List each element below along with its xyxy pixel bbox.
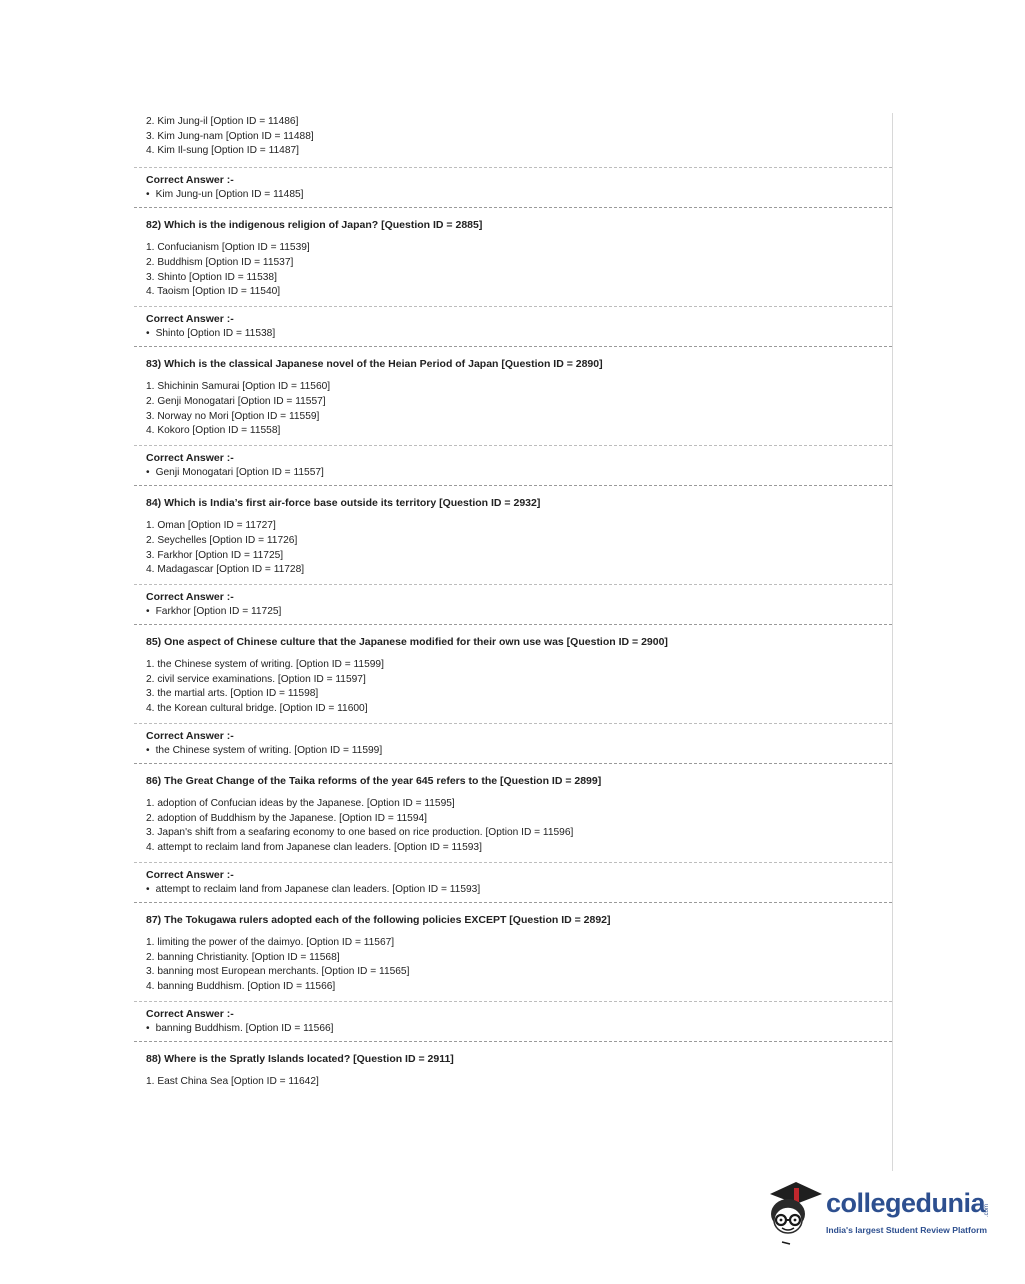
question-87	[134, 902, 892, 1041]
correct-answer-label: Correct Answer :-	[146, 451, 234, 464]
option-line: 2. civil service examinations. [Option ID = 11597]	[146, 673, 366, 685]
option-line: 1. Oman [Option ID = 11727]	[146, 520, 276, 532]
option-line: 1. Shichinin Samurai [Option ID = 11560]	[146, 381, 331, 393]
option-line: 4. banning Buddhism. [Option ID = 11566]	[146, 981, 336, 992]
correct-answer-value: • attempt to reclaim land from Japanese clan leaders. [Option ID = 11593]	[146, 883, 880, 898]
question-88	[134, 1041, 892, 1096]
collegedunia-logo	[766, 1180, 996, 1250]
option-line: 3. Shinto [Option ID = 11538]	[146, 271, 277, 283]
option-line: 4. Kokoro [Option ID = 11558]	[146, 425, 281, 437]
option-line: 3. Farkhor [Option ID = 11725]	[146, 549, 284, 561]
logo-wordmark: collegedunia	[826, 1188, 986, 1218]
correct-answer-section	[134, 306, 892, 347]
correct-answer-label: Correct Answer :-	[146, 868, 234, 881]
question-82	[134, 207, 892, 346]
logo-domain-suffix: .com	[984, 1204, 990, 1218]
question-83	[134, 346, 892, 485]
option-line: 4. Kim Il-sung [Option ID = 11487]	[146, 145, 299, 157]
option-line: 1. Confucianism [Option ID = 11539]	[146, 242, 310, 254]
option-line: 2. adoption of Buddhism by the Japanese. [Option ID = 11594]	[146, 812, 428, 824]
document-page	[134, 113, 893, 1171]
option-line: 3. banning most European merchants. [Option ID = 11565]	[146, 966, 410, 978]
option-line: 1. the Chinese system of writing. [Option ID = 11599]	[146, 659, 384, 671]
correct-answer-section	[134, 584, 892, 625]
student-mascot-icon	[766, 1180, 824, 1246]
correct-answer-label: Correct Answer :-	[146, 312, 234, 325]
logo-tagline: India's largest Student Review Platform	[826, 1225, 988, 1235]
correct-answer-value: • banning Buddhism. [Option ID = 11566]	[146, 1022, 880, 1037]
question-title: 86) The Great Change of the Taika reforms of the year 645 refers to the [Question ID = 2899]	[146, 775, 602, 788]
correct-answer-value: • Farkhor [Option ID = 11725]	[146, 605, 880, 620]
correct-answer-value: • Shinto [Option ID = 11538]	[146, 327, 880, 342]
correct-answer-value: • the Chinese system of writing. [Option ID = 11599]	[146, 744, 880, 759]
correct-answer-value: • Kim Jung-un [Option ID = 11485]	[146, 188, 880, 203]
correct-answer-value: • Genji Monogatari [Option ID = 11557]	[146, 466, 880, 481]
option-line: 2. Seychelles [Option ID = 11726]	[146, 534, 298, 546]
question-86	[134, 763, 892, 902]
option-line: 2. Genji Monogatari [Option ID = 11557]	[146, 395, 326, 407]
correct-answer-label: Correct Answer :-	[146, 590, 234, 603]
option-line: 4. attempt to reclaim land from Japanese clan leaders. [Option ID = 11593]	[146, 842, 482, 854]
question-84	[134, 485, 892, 624]
correct-answer-section	[134, 1001, 892, 1042]
question-81-continuation	[134, 113, 892, 207]
option-line: 4. Madagascar [Option ID = 11728]	[146, 564, 305, 576]
question-title: 88) Where is the Spratly Islands located? [Question ID = 2911]	[146, 1053, 454, 1066]
correct-answer-section	[134, 723, 892, 764]
option-line: 2. Buddhism [Option ID = 11537]	[146, 256, 294, 268]
question-title: 82) Which is the indigenous religion of Japan? [Question ID = 2885]	[146, 219, 483, 232]
question-85	[134, 624, 892, 763]
option-line: 2. Kim Jung-il [Option ID = 11486]	[146, 116, 299, 127]
correct-answer-label: Correct Answer :-	[146, 729, 234, 742]
question-title: 87) The Tokugawa rulers adopted each of the following policies EXCEPT [Question ID = 2892]	[146, 914, 611, 927]
option-line: 1. East China Sea [Option ID = 11642]	[146, 1076, 319, 1088]
correct-answer-section	[134, 445, 892, 486]
option-line: 2. banning Christianity. [Option ID = 11568]	[146, 951, 340, 963]
question-title: 84) Which is India’s first air-force base outside its territory [Question ID = 2932]	[146, 497, 541, 510]
correct-answer-section	[134, 167, 892, 208]
option-line: 3. Kim Jung-nam [Option ID = 11488]	[146, 130, 314, 142]
option-line: 3. the martial arts. [Option ID = 11598]	[146, 688, 319, 700]
correct-answer-label: Correct Answer :-	[146, 173, 234, 186]
question-title: 85) One aspect of Chinese culture that the Japanese modified for their own use was [Question ID = 2900]	[146, 636, 668, 649]
question-title: 83) Which is the classical Japanese novel of the Heian Period of Japan [Question ID = 2890]	[146, 358, 603, 371]
option-line: 4. the Korean cultural bridge. [Option ID = 11600]	[146, 703, 368, 715]
option-line: 1. limiting the power of the daimyo. [Option ID = 11567]	[146, 937, 395, 949]
correct-answer-section	[134, 862, 892, 903]
option-line: 3. Norway no Mori [Option ID = 11559]	[146, 410, 320, 422]
correct-answer-label: Correct Answer :-	[146, 1007, 234, 1020]
option-line: 1. adoption of Confucian ideas by the Japanese. [Option ID = 11595]	[146, 798, 455, 810]
option-line: 3. Japan's shift from a seafaring economy to one based on rice production. [Option ID = 11596]	[146, 827, 574, 839]
option-line: 4. Taoism [Option ID = 11540]	[146, 286, 281, 298]
